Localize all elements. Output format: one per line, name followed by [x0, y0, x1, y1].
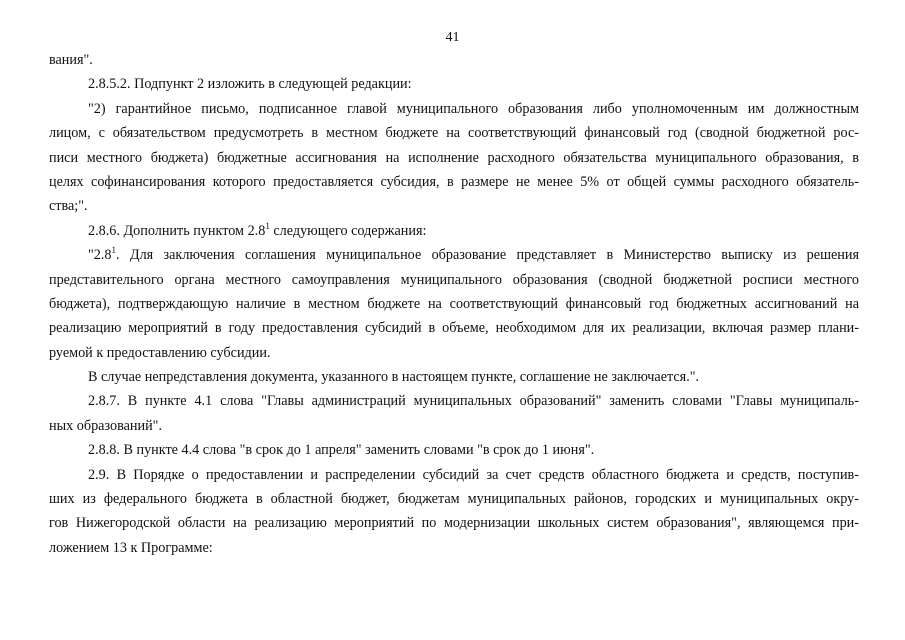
line-text: 2.8.8. В пункте 4.4 слова "в срок до 1 апреля" заменить словами "в срок до 1 июня".: [88, 442, 595, 459]
line-text: 2.8.7. В пункте 4.1 слова "Главы администраций муниципальных образований" заменить словами "Главы муниципаль-: [88, 393, 859, 410]
line-text-tail: следующего содержания:: [269, 222, 427, 239]
line-text-tail: . Для заключения соглашения муниципальное образование представляет в Министерство выписку из решения: [116, 247, 859, 264]
line-text: ших из федерального бюджета в областной бюджет, бюджетам муниципальных районов, городских и муниципальных окру-: [49, 491, 859, 508]
line-text: вания".: [49, 52, 93, 68]
text-line: [49, 389, 859, 413]
line-text: представительного органа местного самоуправления муниципального образования (сводной бюджетной росписи местного: [49, 271, 859, 288]
text-line: [49, 414, 859, 438]
line-text: ства;".: [49, 198, 88, 215]
text-line: [49, 219, 859, 243]
text-line: [49, 463, 859, 487]
text-line: [49, 438, 859, 462]
line-text: "2.8: [88, 247, 112, 264]
line-text: 2.8.6. Дополнить пунктом 2.8: [88, 222, 266, 239]
paragraph-2-9: [49, 463, 859, 561]
line-text: 2.8.5.2. Подпункт 2 изложить в следующей редакции:: [88, 76, 412, 93]
line-text: "2) гарантийное письмо, подписанное главой муниципального образования либо уполномоченным им должностным: [88, 100, 859, 117]
text-line: [49, 316, 859, 340]
line-text: бюджета), подтверждающую наличие в местном бюджете на соответствующий финансовый год бюджетных ассигнований на: [49, 295, 859, 312]
line-text: 2.9. В Порядке о предоставлении и распределении субсидий за счет средств областного бюджета и средств, поступив-: [88, 466, 859, 483]
superscript: 1: [111, 245, 117, 256]
text-line: [49, 146, 859, 170]
line-text: ных образований".: [49, 417, 163, 434]
line-text: писи местного бюджета) бюджетные ассигнования на исполнение расходного обязательства муниципального образования, в: [49, 149, 859, 166]
text-line: [49, 170, 859, 194]
text-line: [49, 341, 859, 365]
page-number: 41: [445, 30, 460, 45]
paragraph-2-8-7: [49, 389, 859, 438]
paragraph-continued: [49, 48, 859, 72]
text-line: [49, 536, 859, 560]
line-text: гов Нижегородской области на реализацию мероприятий по модернизации школьных систем образования", являющемся при-: [49, 515, 859, 532]
line-text: целях софинансирования которого предоставляется субсидия, в размере не менее 5% от общей суммы расходного обязатель-: [49, 173, 859, 190]
line-text: реализацию мероприятий в году предоставления субсидий в объеме, необходимом для их реализации, включая размер плани-: [49, 320, 859, 337]
paragraph-2-8-8: [49, 438, 859, 462]
line-text: ложением 13 к Программе:: [49, 539, 213, 556]
text-line: [49, 365, 859, 389]
paragraph-2-8-6: [49, 219, 859, 243]
text-line: [49, 97, 859, 121]
text-line: [49, 511, 859, 535]
line-text: лицом, с обязательством предусмотреть в местном бюджете на соответствующий финансовый год (сводной бюджетной рос-: [49, 125, 859, 142]
paragraph-guarantee-letter: [49, 97, 859, 219]
text-line: [49, 48, 859, 72]
text-line: [49, 268, 859, 292]
paragraph-2-8-5-2: [49, 72, 859, 96]
text-line: [49, 243, 859, 267]
superscript: 1: [265, 220, 270, 231]
text-line: [49, 194, 859, 218]
text-line: [49, 292, 859, 316]
line-text: руемой к предоставлению субсидии.: [49, 344, 271, 361]
paragraph-nonsubmission: [49, 365, 859, 389]
document-body: [49, 48, 859, 560]
line-text: В случае непредставления документа, указанного в настоящем пункте, соглашение не заключается.".: [88, 369, 700, 386]
text-line: [49, 121, 859, 145]
text-line: [49, 72, 859, 96]
text-line: [49, 487, 859, 511]
paragraph-2-8-1: [49, 243, 859, 365]
